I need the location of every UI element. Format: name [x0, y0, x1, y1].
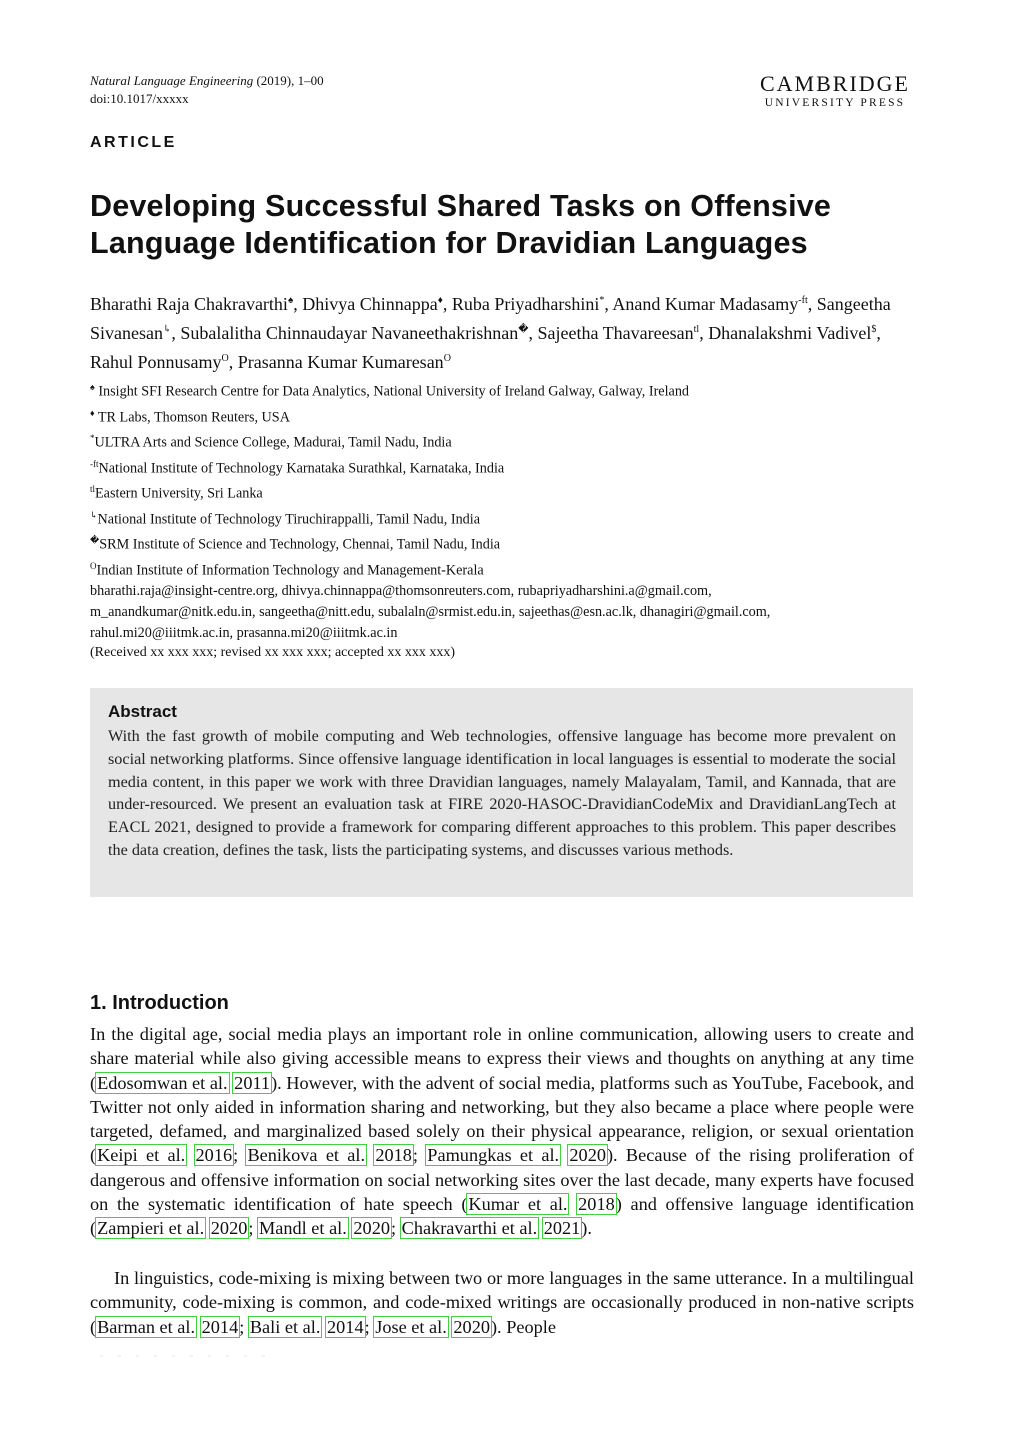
affiliation-line [90, 505, 920, 531]
affiliation-line [90, 556, 920, 582]
intro-paragraph-2 [90, 1266, 914, 1339]
journal-info [90, 72, 324, 108]
affiliation-mark: O [90, 560, 97, 571]
paragraph-text: ). However, with the advent of social media, platforms such as YouTube, Facebook, and Twitter not only aided in information sharing and networking, but they also became a place where people were targeted, defamed, and marginalized based solely on their physical appearance, religion, or sexual orientation ( [90, 1072, 914, 1166]
author-separator: , [528, 323, 538, 343]
paragraph-text: In linguistics, code-mixing is mixing between two or more languages in the same utterance. In a multilingual community, code-mixing is common, and code-mixed writings are occasionally produced in non-native scripts ( [90, 1268, 914, 1337]
citation-link[interactable]: 2020 [569, 1145, 606, 1166]
paragraph-text: ) and offensive language identification ( [90, 1194, 915, 1239]
author-name: Dhanalakshmi Vadivel [708, 323, 872, 343]
citation-link[interactable]: Jose et al. [375, 1316, 447, 1337]
author-separator: , [876, 323, 881, 343]
publisher-logo [757, 72, 913, 110]
affiliation-mark: ♦ [90, 407, 95, 418]
paragraph-text: ; [248, 1218, 258, 1239]
email-line[interactable]: m_anandkumar@nitk.edu.in, sangeetha@nitt.edu, subalaln@srmist.edu.in, sajeethas@esn.ac.lk, dhanagiri@gmail.com, [90, 604, 771, 621]
author-separator: , [807, 294, 817, 314]
affiliation-text: Indian Institute of Information Technology and Management-Kerala [96, 562, 484, 579]
citation-link[interactable]: 2020 [453, 1316, 490, 1337]
author-name: Prasanna Kumar Kumaresan [237, 352, 444, 372]
author-affiliation-mark: -ft [798, 295, 808, 306]
author-name: Subalalitha Chinnaudayar Navaneethakrishnan [180, 323, 519, 343]
citation-link[interactable]: Edosomwan et al. [97, 1072, 228, 1093]
author-name: Bharathi Raja Chakravarthi [90, 294, 288, 314]
publisher-line1: CAMBRIDGE [759, 71, 910, 96]
author-separator: , [293, 294, 303, 314]
affiliation-line [90, 428, 920, 454]
paper-title: Developing Successful Shared Tasks on Offensive Language Identification for Dravidian Languages [90, 189, 832, 260]
abstract-text: With the fast growth of mobile computing and Web technologies, offensive language has become more prevalent on social networking platforms. Since offensive language identification in local languages is essential to moderate the social media content, in this paper we work with three Dravidian languages, namely Malayalam, Tamil, and Kannada, that are under-resourced. We present an evaluation task at FIRE 2020-HASOC-DravidianCodeMix and DravidianLangTech at EACL 2021, designed to provide a framework for comparing different approaches to this problem. This paper describes the data creation, defines the task, lists the participating systems, and discusses various methods. [108, 727, 896, 859]
citation-link[interactable]: Bali et al. [249, 1316, 321, 1337]
citation-link[interactable]: 2016 [195, 1145, 233, 1166]
citation-link[interactable]: Chakravarthi et al. [401, 1218, 538, 1239]
author-affiliation-mark: O [221, 353, 229, 364]
citation-link[interactable]: 2011 [234, 1072, 271, 1093]
affiliation-mark: ♠ [90, 382, 95, 392]
citation-link[interactable]: Kumar et al. [468, 1194, 568, 1215]
citation-link[interactable]: 2020 [353, 1218, 390, 1239]
affiliation-line [90, 377, 920, 403]
affiliation-mark: � [90, 535, 100, 546]
affiliation-text: National Institute of Technology Karnataka Surathkal, Karnataka, India [98, 460, 505, 477]
journal-meta: (2019), 1–00 [253, 73, 324, 88]
doi: doi:10.1017/xxxxx [90, 91, 189, 106]
paragraph-text [196, 1317, 201, 1337]
author-separator: , [604, 294, 613, 314]
paragraph-text: ). People [490, 1316, 556, 1337]
author-separator: , [699, 323, 709, 343]
affiliation-text: TR Labs, Thomson Reuters, USA [94, 409, 290, 426]
paragraph-text [568, 1194, 577, 1214]
paragraph-text: ; [390, 1218, 401, 1239]
author-name: Sajeetha Thavareesan [537, 323, 694, 343]
paragraph-text: ; [233, 1145, 247, 1166]
citation-link[interactable]: 2018 [375, 1145, 412, 1166]
citation-link[interactable]: 2014 [327, 1316, 364, 1337]
author-affiliation-mark: ♦ [437, 295, 443, 306]
affiliation-text: National Institute of Technology Tiruchirappalli, Tamil Nadu, India [97, 511, 481, 528]
citation-link[interactable]: Pamungkas et al. [427, 1145, 560, 1166]
affiliation-line [90, 403, 920, 429]
author-affiliation-mark: tl [693, 324, 700, 335]
affiliation-mark: * [90, 433, 95, 444]
author-name: Dhivya Chinnappa [302, 294, 438, 314]
publisher-line2: UNIVERSITY PRESS [764, 97, 906, 109]
affiliation-line [90, 530, 920, 556]
author-separator: , [171, 323, 181, 343]
journal-name: Natural Language Engineering [90, 73, 254, 88]
affiliation-mark: ↳ [90, 509, 98, 520]
paragraph-text: ; [364, 1316, 375, 1337]
citation-link[interactable]: Mandl et al. [259, 1218, 347, 1239]
author-name: Sangeetha Sivanesan [90, 294, 891, 343]
author-separator: , [228, 352, 238, 372]
paragraph-text: ). [581, 1218, 592, 1239]
abstract-heading: Abstract [108, 702, 177, 721]
author-separator: , [442, 294, 452, 314]
affiliation-line [90, 454, 920, 480]
affiliation-line [90, 479, 920, 505]
citation-link[interactable]: 2018 [578, 1194, 615, 1215]
citation-link[interactable]: Barman et al. [97, 1316, 196, 1337]
affiliation-list [90, 377, 920, 644]
paragraph-text: In the digital age, social media plays an important role in online communication, allowing users to create and share material while also giving accessible means to express their views and thoughts on anything at any time ( [90, 1024, 914, 1093]
email-line[interactable]: rahul.mi20@iiitmk.ac.in, prasanna.mi20@iiitmk.ac.in [90, 624, 398, 641]
author-affiliation-mark: ↳ [162, 324, 172, 335]
author-list [90, 288, 914, 375]
affiliation-text: Eastern University, Sri Lanka [95, 485, 263, 502]
citation-link[interactable]: 2021 [543, 1218, 581, 1239]
author-affiliation-mark: � [518, 324, 529, 335]
affiliation-text: Insight SFI Research Centre for Data Analytics, National University of Ireland Galway, Galway, Ireland [94, 383, 690, 400]
article-label: ARTICLE [90, 134, 177, 151]
paragraph-text: ; [239, 1316, 249, 1337]
author-affiliation-mark: $ [871, 324, 877, 335]
paragraph-text [186, 1145, 194, 1165]
author-name: Rahul Ponnusamy [90, 352, 222, 372]
author-affiliation-mark: * [599, 295, 605, 306]
citation-link[interactable]: Zampieri et al. [97, 1218, 205, 1239]
author-name: Anand Kumar Madasamy [612, 294, 799, 314]
citation-link[interactable]: Benikova et al. [247, 1145, 366, 1166]
email-line[interactable]: bharathi.raja@insight-centre.org, dhivya.chinnappa@thomsonreuters.com, rubapriyadharshini.a@gmail.com, [90, 583, 712, 600]
citation-link[interactable]: Keipi et al. [97, 1145, 186, 1166]
author-affiliation-mark: ♠ [287, 295, 294, 306]
section-heading-introduction: 1. Introduction [90, 992, 229, 1014]
citation-link[interactable]: 2014 [201, 1316, 239, 1337]
affiliation-mark: -ft [90, 458, 99, 469]
affiliation-text: SRM Institute of Science and Technology, Chennai, Tamil Nadu, India [99, 536, 501, 553]
author-name: Ruba Priyadharshini [451, 294, 600, 314]
author-affiliation-mark: O [443, 353, 451, 364]
citation-link[interactable]: 2020 [210, 1218, 248, 1239]
paragraph-text: ). Because of the rising proliferation of dangerous and offensive information on social networking sites over the last decade, many experts have focused on the systematic identification of hate speech ( [90, 1145, 915, 1215]
received-dates: (Received xx xxx xxx; revised xx xxx xxx; accepted xx xxx xxx) [90, 645, 456, 660]
paragraph-text: ; [412, 1145, 427, 1166]
affiliation-mark: tl [90, 484, 96, 495]
footer-artifact [100, 1355, 280, 1357]
affiliation-text: ULTRA Arts and Science College, Madurai, Tamil Nadu, India [94, 434, 452, 451]
intro-paragraph-1 [90, 1022, 914, 1241]
